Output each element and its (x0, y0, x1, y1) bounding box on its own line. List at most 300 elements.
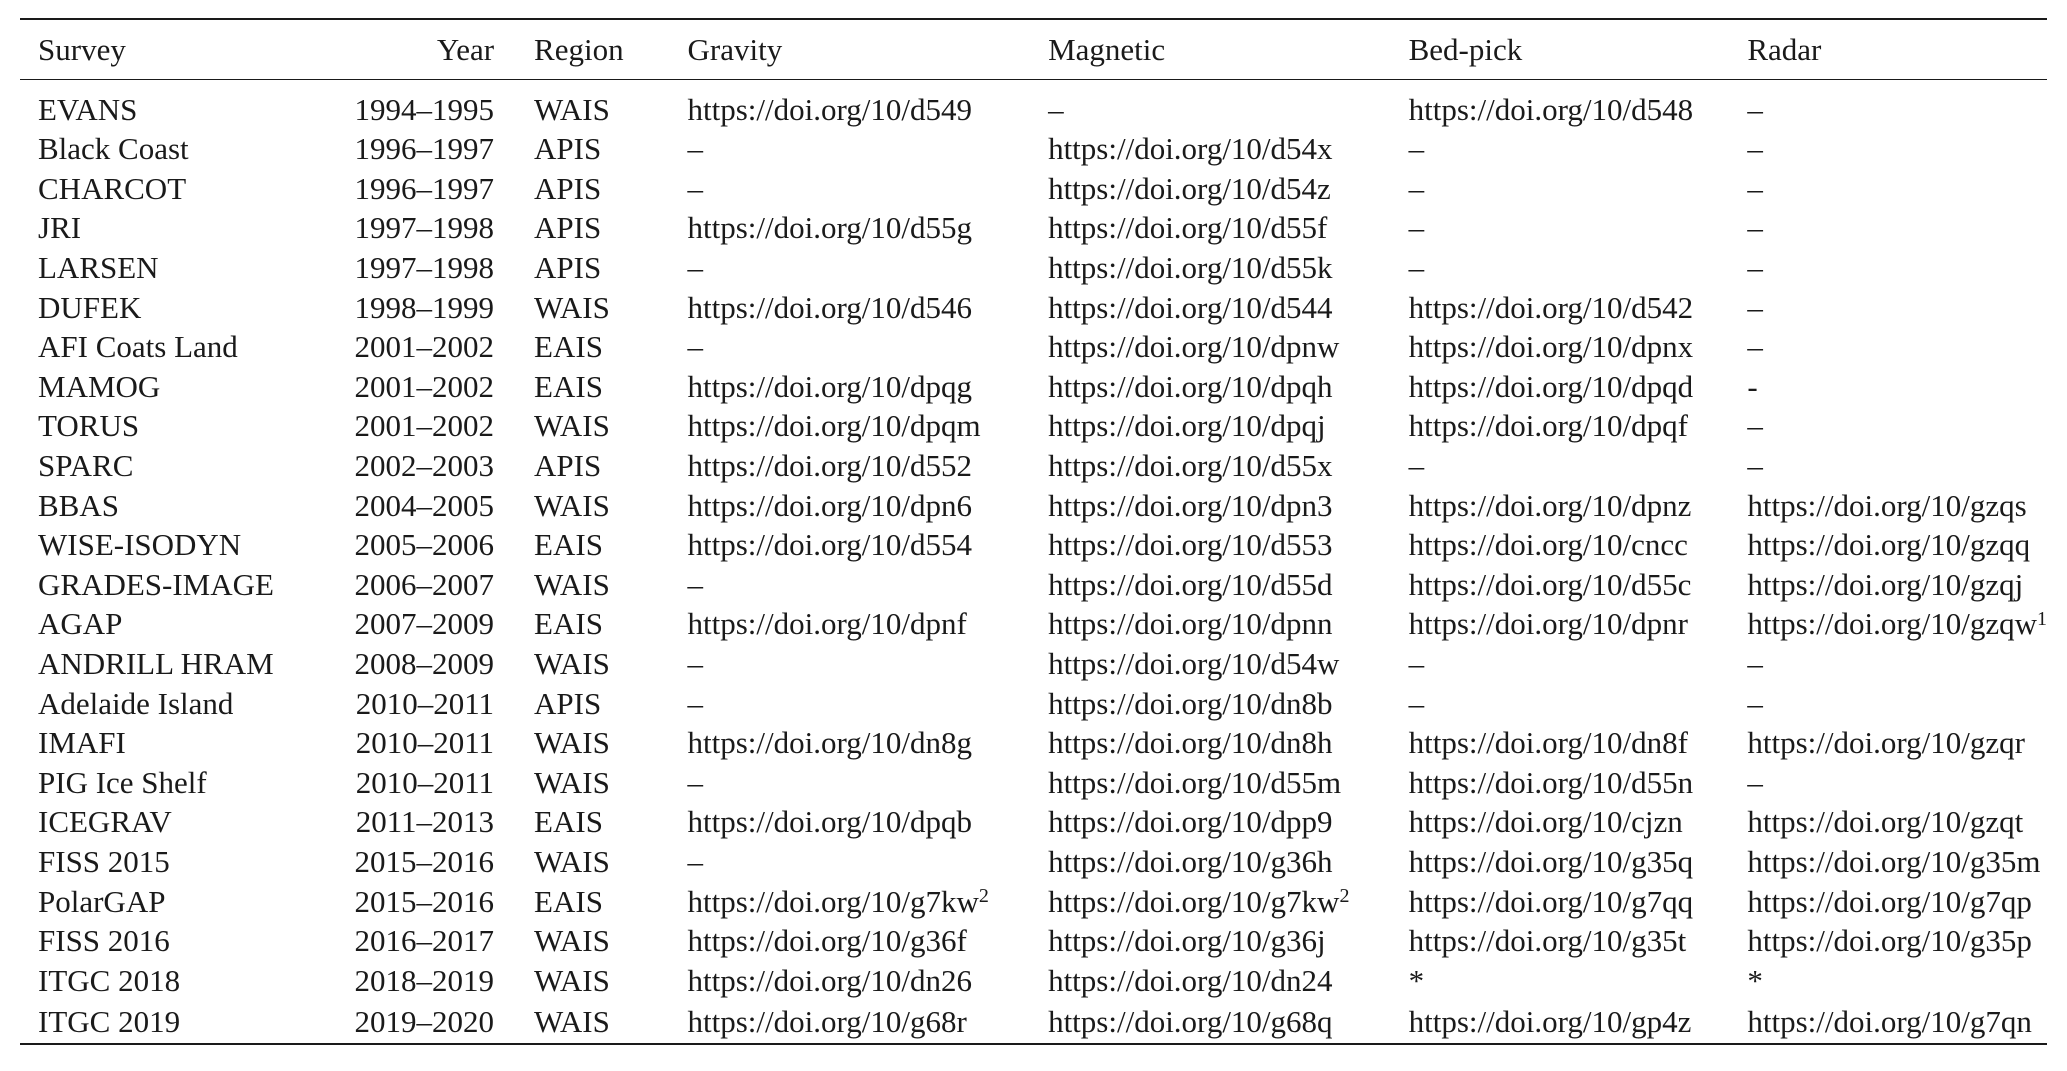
cell-region-text: EAIS (534, 606, 603, 642)
cell-magnetic-text[interactable]: https://doi.org/10/d55d (1048, 566, 1333, 602)
header-magnetic: Magnetic (1048, 31, 1166, 67)
cell-bedpick-text[interactable]: https://doi.org/10/dpnr (1408, 606, 1688, 642)
cell-year-text: 2007–2009 (354, 606, 495, 642)
cell-survey-text: JRI (38, 210, 82, 246)
cell-radar (1747, 327, 2047, 367)
cell-survey (20, 842, 327, 882)
cell-bedpick (1409, 604, 1748, 644)
table-row (20, 446, 2047, 486)
cell-survey (20, 129, 327, 169)
cell-magnetic (1048, 287, 1409, 327)
table-row (20, 406, 2047, 446)
cell-survey-text: ITGC 2018 (38, 962, 181, 998)
cell-radar-text: – (1747, 91, 1763, 127)
cell-year-text: 2002–2003 (354, 448, 495, 484)
cell-radar-text[interactable]: https://doi.org/10/g7qn (1747, 1004, 2032, 1040)
cell-region (494, 208, 687, 248)
cell-magnetic (1048, 881, 1409, 921)
cell-magnetic-text[interactable]: https://doi.org/10/g7kw (1048, 883, 1340, 919)
cell-bedpick (1409, 644, 1748, 684)
cell-year (327, 960, 494, 1000)
cell-region-text: WAIS (534, 1004, 610, 1040)
cell-year-text: 2010–2011 (355, 685, 495, 721)
cell-bedpick (1409, 960, 1748, 1000)
cell-region (494, 644, 687, 684)
cell-survey (20, 208, 327, 248)
cell-bedpick (1409, 248, 1748, 288)
cell-radar-text: – (1747, 685, 1763, 721)
cell-year-text: 2016–2017 (354, 923, 495, 959)
cell-magnetic-text[interactable]: https://doi.org/10/d544 (1048, 289, 1333, 325)
cell-bedpick (1409, 485, 1748, 525)
header-radar: Radar (1747, 31, 1822, 67)
cell-bedpick-text[interactable]: https://doi.org/10/g7qq (1408, 883, 1694, 919)
cell-gravity-text: – (687, 170, 703, 206)
cell-region-text: EAIS (534, 368, 603, 404)
table-row (20, 208, 2047, 248)
cell-year (327, 644, 494, 684)
cell-bedpick-text[interactable]: https://doi.org/10/dpnx (1408, 329, 1694, 365)
cell-year (327, 79, 494, 129)
cell-year (327, 565, 494, 605)
cell-year-text: 2006–2007 (354, 566, 495, 602)
header-year: Year (436, 31, 495, 67)
cell-gravity-text[interactable]: https://doi.org/10/dn8g (687, 725, 972, 761)
cell-magnetic (1048, 565, 1409, 605)
cell-magnetic (1048, 248, 1409, 288)
cell-radar (1747, 287, 2047, 327)
table-row (20, 129, 2047, 169)
cell-survey-text: ANDRILL HRAM (38, 646, 274, 682)
cell-magnetic (1048, 842, 1409, 882)
cell-bedpick-text: * (1408, 962, 1425, 998)
cell-gravity (688, 604, 1049, 644)
cell-magnetic-text[interactable]: https://doi.org/10/dpqh (1048, 368, 1333, 404)
cell-gravity-text[interactable]: https://doi.org/10/g68r (687, 1004, 967, 1040)
cell-magnetic-text[interactable]: https://doi.org/10/dpp9 (1048, 804, 1333, 840)
cell-year-text: 1994–1995 (354, 91, 495, 127)
table-row (20, 1000, 2047, 1044)
cell-magnetic (1048, 960, 1409, 1000)
cell-region-text: EAIS (534, 329, 603, 365)
cell-magnetic (1048, 683, 1409, 723)
cell-survey (20, 604, 327, 644)
cell-gravity-text: – (687, 685, 703, 721)
cell-bedpick-text[interactable]: https://doi.org/10/dpqd (1408, 368, 1694, 404)
cell-survey-text: BBAS (38, 487, 119, 523)
cell-survey (20, 802, 327, 842)
cell-year-text: 2018–2019 (354, 962, 495, 998)
cell-region (494, 842, 687, 882)
cell-year (327, 129, 494, 169)
cell-radar (1747, 129, 2047, 169)
cell-region-text: WAIS (534, 962, 610, 998)
cell-survey (20, 921, 327, 961)
cell-year-text: 2005–2006 (354, 527, 495, 563)
cell-gravity (688, 248, 1049, 288)
cell-magnetic-text[interactable]: https://doi.org/10/d54w (1048, 646, 1340, 682)
cell-survey (20, 287, 327, 327)
cell-radar-text[interactable]: https://doi.org/10/gzqq (1747, 527, 2031, 563)
cell-bedpick-text[interactable]: https://doi.org/10/dpqf (1408, 408, 1688, 444)
cell-year-text: 1996–1997 (354, 170, 495, 206)
cell-region (494, 565, 687, 605)
cell-gravity-text[interactable]: https://doi.org/10/d552 (687, 448, 972, 484)
table-row (20, 604, 2047, 644)
cell-gravity-text[interactable]: https://doi.org/10/dpnf (687, 606, 967, 642)
cell-gravity (688, 406, 1049, 446)
cell-bedpick-text[interactable]: https://doi.org/10/dn8f (1408, 725, 1688, 761)
cell-region-text: APIS (534, 210, 602, 246)
table-row (20, 881, 2047, 921)
cell-radar (1747, 644, 2047, 684)
cell-magnetic (1048, 802, 1409, 842)
cell-gravity-text[interactable]: https://doi.org/10/d549 (687, 91, 972, 127)
cell-survey-text: PolarGAP (38, 883, 166, 919)
cell-radar (1747, 921, 2047, 961)
cell-gravity (688, 1000, 1049, 1044)
cell-survey-text: ITGC 2019 (38, 1004, 181, 1040)
cell-gravity-text[interactable]: https://doi.org/10/g7kw (687, 883, 979, 919)
cell-magnetic-text[interactable]: https://doi.org/10/d55k (1048, 250, 1333, 286)
cell-gravity-text[interactable]: https://doi.org/10/d554 (687, 527, 972, 563)
cell-magnetic (1048, 129, 1409, 169)
survey-data-table-container (20, 18, 2047, 1045)
cell-radar-text: * (1747, 962, 1763, 998)
cell-magnetic-text[interactable]: https://doi.org/10/d553 (1048, 527, 1333, 563)
cell-year (327, 485, 494, 525)
footnote-marker: 2 (1339, 885, 1350, 908)
cell-radar-text[interactable]: https://doi.org/10/gzqw (1747, 606, 2037, 642)
cell-gravity (688, 485, 1049, 525)
cell-radar-text: – (1747, 210, 1763, 246)
cell-survey-text: EVANS (38, 91, 138, 127)
table-row (20, 921, 2047, 961)
cell-radar-text[interactable]: https://doi.org/10/gzqt (1747, 804, 2024, 840)
cell-magnetic-text[interactable]: https://doi.org/10/d55m (1048, 764, 1342, 800)
cell-radar-text[interactable]: https://doi.org/10/gzqr (1747, 725, 2025, 761)
cell-radar-text: – (1747, 289, 1763, 325)
cell-bedpick-text: – (1408, 448, 1425, 484)
cell-region (494, 485, 687, 525)
cell-bedpick (1409, 881, 1748, 921)
cell-magnetic (1048, 1000, 1409, 1044)
cell-magnetic-text[interactable]: https://doi.org/10/dn8b (1048, 685, 1333, 721)
cell-gravity-text: – (687, 566, 703, 602)
cell-radar (1747, 565, 2047, 605)
cell-region (494, 683, 687, 723)
cell-radar (1747, 683, 2047, 723)
cell-region-text: WAIS (534, 725, 610, 761)
cell-gravity-text: – (687, 646, 703, 682)
cell-magnetic-text[interactable]: https://doi.org/10/dpnn (1048, 606, 1333, 642)
cell-magnetic-text[interactable]: https://doi.org/10/dpn3 (1048, 487, 1333, 523)
cell-survey-text: FISS 2016 (38, 923, 170, 959)
cell-radar (1747, 446, 2047, 486)
cell-region-text: WAIS (534, 91, 610, 127)
cell-gravity-text: – (687, 250, 703, 286)
cell-survey (20, 881, 327, 921)
cell-year (327, 169, 494, 209)
cell-radar-text[interactable]: https://doi.org/10/gzqj (1747, 566, 2024, 602)
cell-radar (1747, 79, 2047, 129)
cell-gravity (688, 881, 1049, 921)
cell-radar (1747, 802, 2047, 842)
cell-year-text: 2019–2020 (354, 1004, 495, 1040)
cell-magnetic-text[interactable]: https://doi.org/10/g36j (1048, 923, 1326, 959)
cell-bedpick (1409, 129, 1748, 169)
survey-data-table (20, 18, 2047, 1045)
cell-survey-text: PIG Ice Shelf (38, 764, 207, 800)
cell-survey (20, 406, 327, 446)
cell-survey-text: FISS 2015 (38, 843, 170, 879)
cell-survey-text: TORUS (38, 408, 140, 444)
cell-gravity (688, 683, 1049, 723)
cell-magnetic (1048, 525, 1409, 565)
cell-year (327, 604, 494, 644)
cell-gravity-text[interactable]: https://doi.org/10/dpqb (687, 804, 972, 840)
cell-region (494, 881, 687, 921)
footnote-marker: 2 (978, 885, 989, 908)
cell-region-text: WAIS (534, 923, 610, 959)
cell-gravity-text[interactable]: https://doi.org/10/g36f (687, 923, 967, 959)
cell-gravity-text[interactable]: https://doi.org/10/d546 (687, 289, 972, 325)
cell-region (494, 287, 687, 327)
table-header (20, 19, 2047, 79)
cell-survey-text: AGAP (38, 606, 123, 642)
cell-magnetic-text[interactable]: https://doi.org/10/dpqj (1048, 408, 1326, 444)
table-row (20, 960, 2047, 1000)
cell-gravity (688, 287, 1049, 327)
cell-radar (1747, 1000, 2047, 1044)
cell-year (327, 367, 494, 407)
cell-gravity (688, 763, 1049, 803)
cell-year (327, 802, 494, 842)
cell-year-text: 2004–2005 (354, 487, 495, 523)
cell-gravity-text: – (687, 764, 703, 800)
cell-region (494, 604, 687, 644)
cell-bedpick (1409, 921, 1748, 961)
cell-magnetic (1048, 485, 1409, 525)
cell-radar-text[interactable]: https://doi.org/10/g7qp (1747, 883, 2032, 919)
cell-region-text: APIS (534, 250, 602, 286)
cell-bedpick (1409, 367, 1748, 407)
cell-gravity-text[interactable]: https://doi.org/10/dn26 (687, 962, 972, 998)
cell-bedpick-text[interactable]: https://doi.org/10/cjzn (1408, 804, 1683, 840)
cell-year-text: 1996–1997 (354, 131, 495, 167)
cell-region-text: APIS (534, 131, 602, 167)
cell-survey-text: DUFEK (38, 289, 142, 325)
cell-survey-text: SPARC (38, 448, 134, 484)
cell-magnetic-text[interactable]: https://doi.org/10/g36h (1048, 843, 1333, 879)
cell-region (494, 763, 687, 803)
cell-survey (20, 683, 327, 723)
cell-bedpick-text: – (1408, 210, 1425, 246)
cell-magnetic-text[interactable]: https://doi.org/10/d54z (1048, 170, 1331, 206)
cell-magnetic-text[interactable]: https://doi.org/10/dn8h (1048, 725, 1333, 761)
cell-region (494, 169, 687, 209)
cell-year-text: 1997–1998 (354, 210, 495, 246)
cell-bedpick (1409, 79, 1748, 129)
cell-magnetic (1048, 208, 1409, 248)
cell-bedpick-text: – (1408, 131, 1425, 167)
cell-gravity-text[interactable]: https://doi.org/10/dpqg (687, 368, 972, 404)
cell-region-text: WAIS (534, 566, 610, 602)
cell-year-text: 2010–2011 (355, 764, 495, 800)
cell-bedpick (1409, 723, 1748, 763)
cell-magnetic (1048, 79, 1409, 129)
cell-survey-text: Black Coast (38, 131, 189, 167)
cell-bedpick-text[interactable]: https://doi.org/10/cncc (1408, 527, 1688, 563)
cell-radar (1747, 367, 2047, 407)
cell-region (494, 525, 687, 565)
cell-year (327, 248, 494, 288)
cell-year (327, 763, 494, 803)
cell-magnetic (1048, 763, 1409, 803)
cell-radar-text: – (1747, 448, 1763, 484)
cell-bedpick-text[interactable]: https://doi.org/10/d55n (1408, 764, 1694, 800)
cell-radar-text[interactable]: https://doi.org/10/g35m (1747, 843, 2041, 879)
cell-survey (20, 960, 327, 1000)
cell-gravity (688, 446, 1049, 486)
cell-survey (20, 79, 327, 129)
cell-year (327, 1000, 494, 1044)
cell-year-text: 2008–2009 (354, 646, 495, 682)
cell-gravity (688, 208, 1049, 248)
cell-region (494, 921, 687, 961)
cell-region-text: WAIS (534, 289, 610, 325)
cell-magnetic-text[interactable]: https://doi.org/10/d55f (1048, 210, 1328, 246)
cell-bedpick (1409, 208, 1748, 248)
cell-gravity (688, 842, 1049, 882)
cell-region (494, 248, 687, 288)
cell-gravity-text: – (687, 329, 703, 365)
cell-survey (20, 327, 327, 367)
cell-radar (1747, 208, 2047, 248)
cell-survey-text: LARSEN (38, 250, 159, 286)
cell-gravity (688, 367, 1049, 407)
cell-radar (1747, 485, 2047, 525)
footnote-marker: 1 (2037, 608, 2047, 631)
cell-bedpick-text[interactable]: https://doi.org/10/g35q (1408, 843, 1694, 879)
cell-year-text: 2015–2016 (354, 843, 495, 879)
cell-year (327, 842, 494, 882)
cell-bedpick-text[interactable]: https://doi.org/10/d542 (1408, 289, 1694, 325)
cell-radar-text[interactable]: https://doi.org/10/gzqs (1747, 487, 2027, 523)
cell-gravity-text: – (687, 131, 703, 167)
cell-bedpick-text[interactable]: https://doi.org/10/gp4z (1408, 1004, 1692, 1040)
cell-year (327, 327, 494, 367)
table-row (20, 842, 2047, 882)
cell-bedpick (1409, 763, 1748, 803)
cell-magnetic-text[interactable]: https://doi.org/10/dn24 (1048, 962, 1333, 998)
cell-bedpick-text: – (1408, 646, 1425, 682)
cell-gravity-text[interactable]: https://doi.org/10/dpqm (687, 408, 981, 444)
cell-survey (20, 565, 327, 605)
cell-survey (20, 367, 327, 407)
cell-gravity (688, 327, 1049, 367)
cell-region (494, 446, 687, 486)
cell-survey (20, 248, 327, 288)
cell-region-text: WAIS (534, 487, 610, 523)
cell-gravity (688, 129, 1049, 169)
header-region: Region (534, 31, 624, 67)
cell-gravity-text[interactable]: https://doi.org/10/d55g (687, 210, 972, 246)
cell-radar (1747, 525, 2047, 565)
cell-survey-text: AFI Coats Land (38, 329, 238, 365)
cell-magnetic-text[interactable]: https://doi.org/10/dpnw (1048, 329, 1340, 365)
cell-gravity (688, 525, 1049, 565)
table-row (20, 287, 2047, 327)
table-row (20, 644, 2047, 684)
table-row (20, 367, 2047, 407)
cell-magnetic-text[interactable]: https://doi.org/10/g68q (1048, 1004, 1333, 1040)
cell-radar (1747, 842, 2047, 882)
cell-radar-text: - (1747, 368, 1758, 404)
cell-region (494, 79, 687, 129)
cell-year-text: 2010–2011 (355, 725, 495, 761)
cell-survey (20, 1000, 327, 1044)
cell-survey (20, 169, 327, 209)
cell-bedpick (1409, 565, 1748, 605)
cell-gravity (688, 960, 1049, 1000)
cell-radar (1747, 960, 2047, 1000)
cell-bedpick-text[interactable]: https://doi.org/10/d55c (1408, 566, 1692, 602)
cell-survey-text: CHARCOT (38, 170, 187, 206)
cell-radar (1747, 169, 2047, 209)
cell-magnetic (1048, 604, 1409, 644)
cell-region-text: WAIS (534, 843, 610, 879)
cell-radar-text: – (1747, 329, 1763, 365)
cell-year (327, 683, 494, 723)
cell-survey (20, 525, 327, 565)
cell-magnetic-text[interactable]: https://doi.org/10/d54x (1048, 131, 1333, 167)
cell-bedpick-text: – (1408, 685, 1425, 721)
table-row (20, 723, 2047, 763)
cell-bedpick-text[interactable]: https://doi.org/10/d548 (1408, 91, 1694, 127)
cell-region (494, 327, 687, 367)
table-row (20, 525, 2047, 565)
cell-radar-text[interactable]: https://doi.org/10/g35p (1747, 923, 2032, 959)
cell-survey-text: GRADES-IMAGE (38, 566, 274, 602)
cell-gravity (688, 723, 1049, 763)
cell-region (494, 367, 687, 407)
cell-gravity-text[interactable]: https://doi.org/10/dpn6 (687, 487, 972, 523)
cell-survey (20, 485, 327, 525)
cell-radar (1747, 248, 2047, 288)
cell-survey-text: Adelaide Island (38, 685, 234, 721)
cell-bedpick (1409, 525, 1748, 565)
cell-gravity (688, 802, 1049, 842)
table-row (20, 802, 2047, 842)
cell-gravity-text: – (687, 843, 703, 879)
cell-magnetic (1048, 723, 1409, 763)
cell-bedpick (1409, 842, 1748, 882)
cell-magnetic-text[interactable]: https://doi.org/10/d55x (1048, 448, 1333, 484)
cell-region-text: WAIS (534, 646, 610, 682)
cell-radar-text: – (1747, 408, 1763, 444)
table-row (20, 248, 2047, 288)
cell-bedpick-text[interactable]: https://doi.org/10/g35t (1408, 923, 1687, 959)
cell-bedpick (1409, 406, 1748, 446)
cell-region-text: WAIS (534, 764, 610, 800)
cell-region (494, 723, 687, 763)
cell-region-text: EAIS (534, 527, 603, 563)
cell-bedpick-text[interactable]: https://doi.org/10/dpnz (1408, 487, 1692, 523)
cell-bedpick (1409, 802, 1748, 842)
cell-year-text: 2001–2002 (354, 408, 495, 444)
cell-bedpick (1409, 1000, 1748, 1044)
